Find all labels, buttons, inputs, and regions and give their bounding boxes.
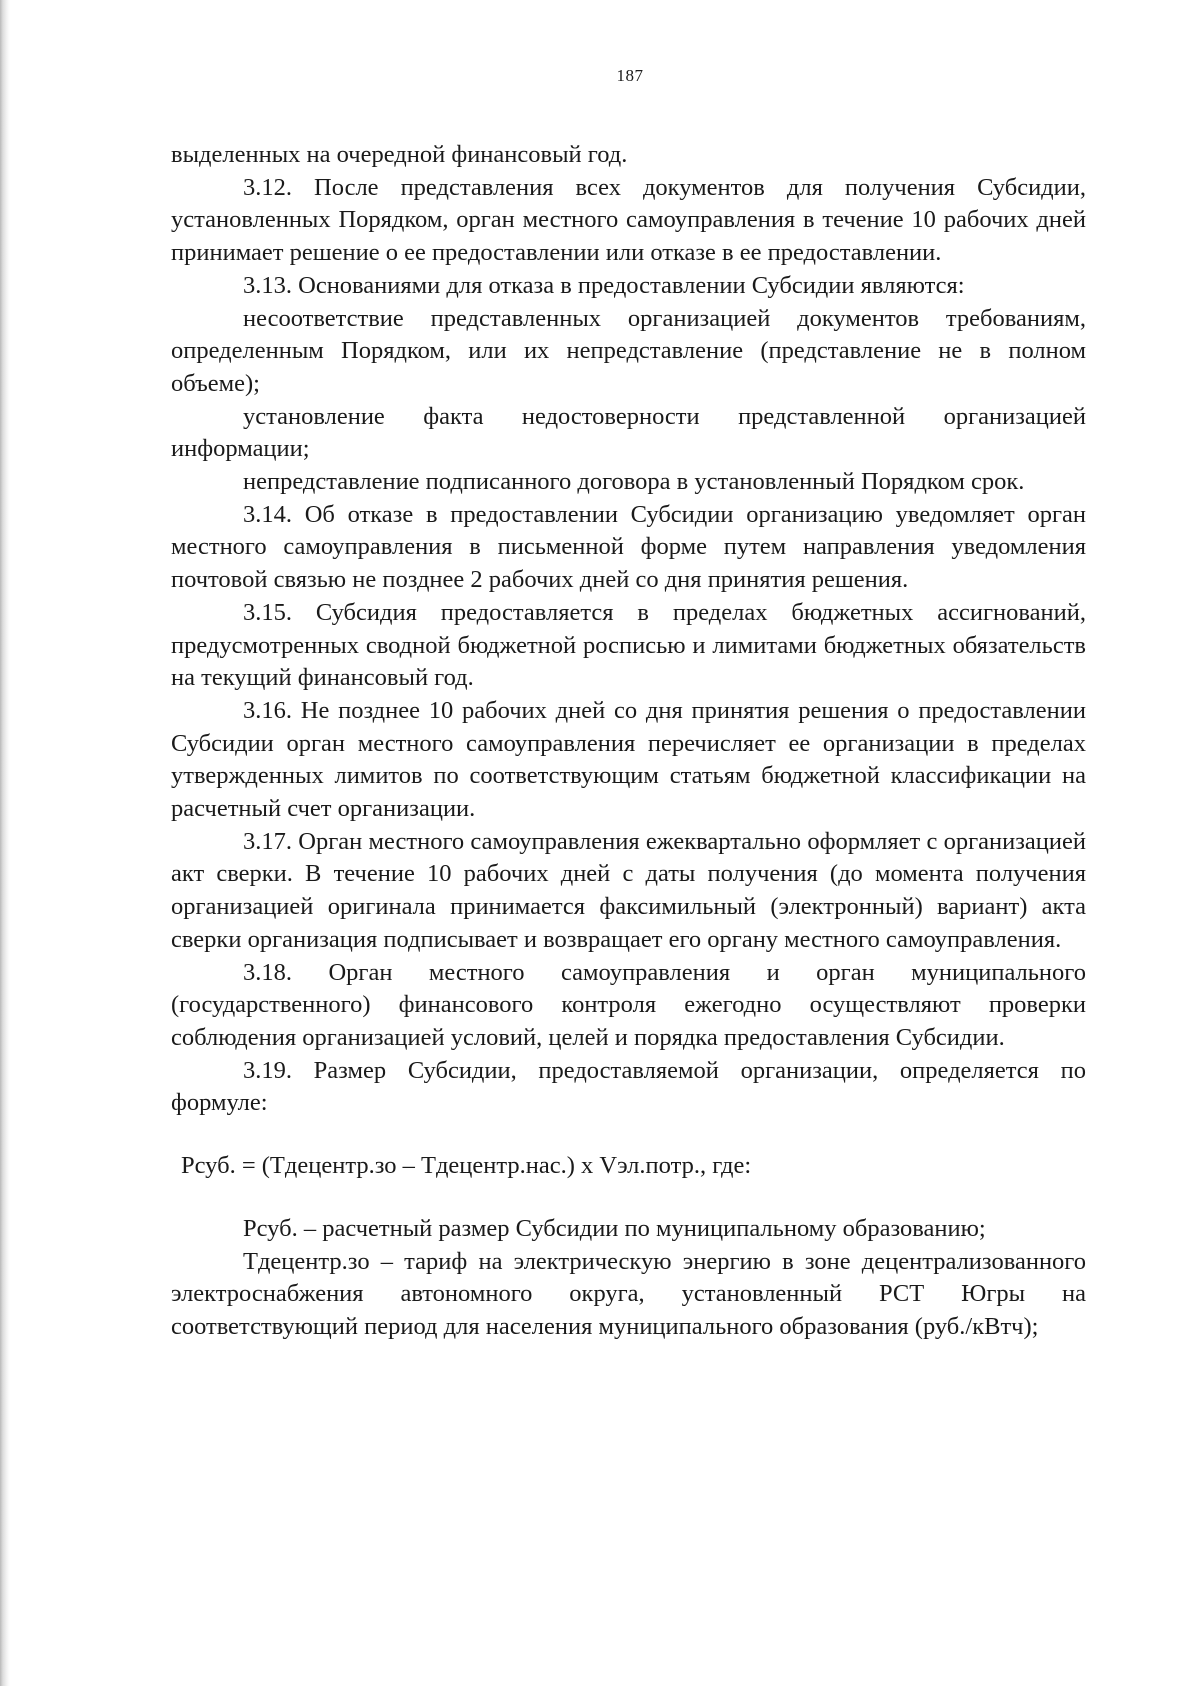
paragraph-3-16: 3.16. Не позднее 10 рабочих дней со дня принятия решения о предоставлении Субсидии орган местного самоуправления перечисляет ее организации в пределах утвержденных лимитов по соответствующим статьям бюджетной классификации на расчетный счет организации. (171, 696, 1086, 823)
refusal-ground-1: несоответствие представленных организацией документов требованиям, определенным Порядком, или их непредставление (представление не в полном объеме); (171, 304, 1086, 397)
paragraph-3-14: 3.14. Об отказе в предоставлении Субсидии организацию уведомляет орган местного самоуправления в письменной форме путем направления уведомления почтовой связью не позднее 2 рабочих дней со дня принятия решения. (171, 500, 1086, 594)
paragraph-3-12: 3.12. После представления всех документов для получения Субсидии, установленных Порядком, орган местного самоуправления в течение 10 рабочих дней принимает решение о ее предоставлении или отказе в ее предоставлении. (171, 173, 1086, 267)
paragraph-continuation: выделенных на очередной финансовый год. (171, 141, 628, 168)
definition-tdecentr-zo: Тдецентр.зо – тариф на электрическую энергию в зоне децентрализованного электроснабжения автономного округа, установленный РСТ Югры на соответствующий период для населения муниципального образования (руб./кВтч); (171, 1247, 1086, 1340)
paragraph-3-17: 3.17. Орган местного самоуправления ежеквартально оформляет с организацией акт сверки. В течение 10 рабочих дней с даты получения (до момента получения организацией оригинала принимается факсимильный (электронный) вариант) акта сверки организация подписывает и возвращает его органу местного самоуправления. (171, 827, 1086, 953)
paragraph-3-13: 3.13. Основаниями для отказа в предоставлении Субсидии являются: (243, 271, 965, 299)
refusal-ground-2: установление факта недостоверности представленной организацией информации; (171, 402, 1086, 463)
refusal-ground-3: непредставление подписанного договора в установленный Порядком срок. (243, 468, 1025, 496)
subsidy-formula: Рсуб. = (Тдецентр.зо – Тдецентр.нас.) х Vэл.потр., где: (181, 1152, 752, 1180)
document-body (171, 139, 1086, 1344)
scan-edge-shadow (0, 0, 10, 1686)
paragraph-3-15: 3.15. Субсидия предоставляется в пределах бюджетных ассигнований, предусмотренных сводной бюджетной росписью и лимитами бюджетных обязательств на текущий финансовый год. (171, 598, 1086, 692)
definition-rsub: Рсуб. – расчетный размер Субсидии по муниципальному образованию; (243, 1214, 986, 1242)
paragraph-3-18: 3.18. Орган местного самоуправления и орган муниципального (государственного) финансового контроля ежегодно осуществляют проверки соблюдения организацией условий, целей и порядка предоставления Субсидии. (171, 958, 1086, 1051)
page-number: 187 (616, 66, 644, 85)
paragraph-3-19: 3.19. Размер Субсидии, предоставляемой организации, определяется по формуле: (171, 1056, 1086, 1117)
